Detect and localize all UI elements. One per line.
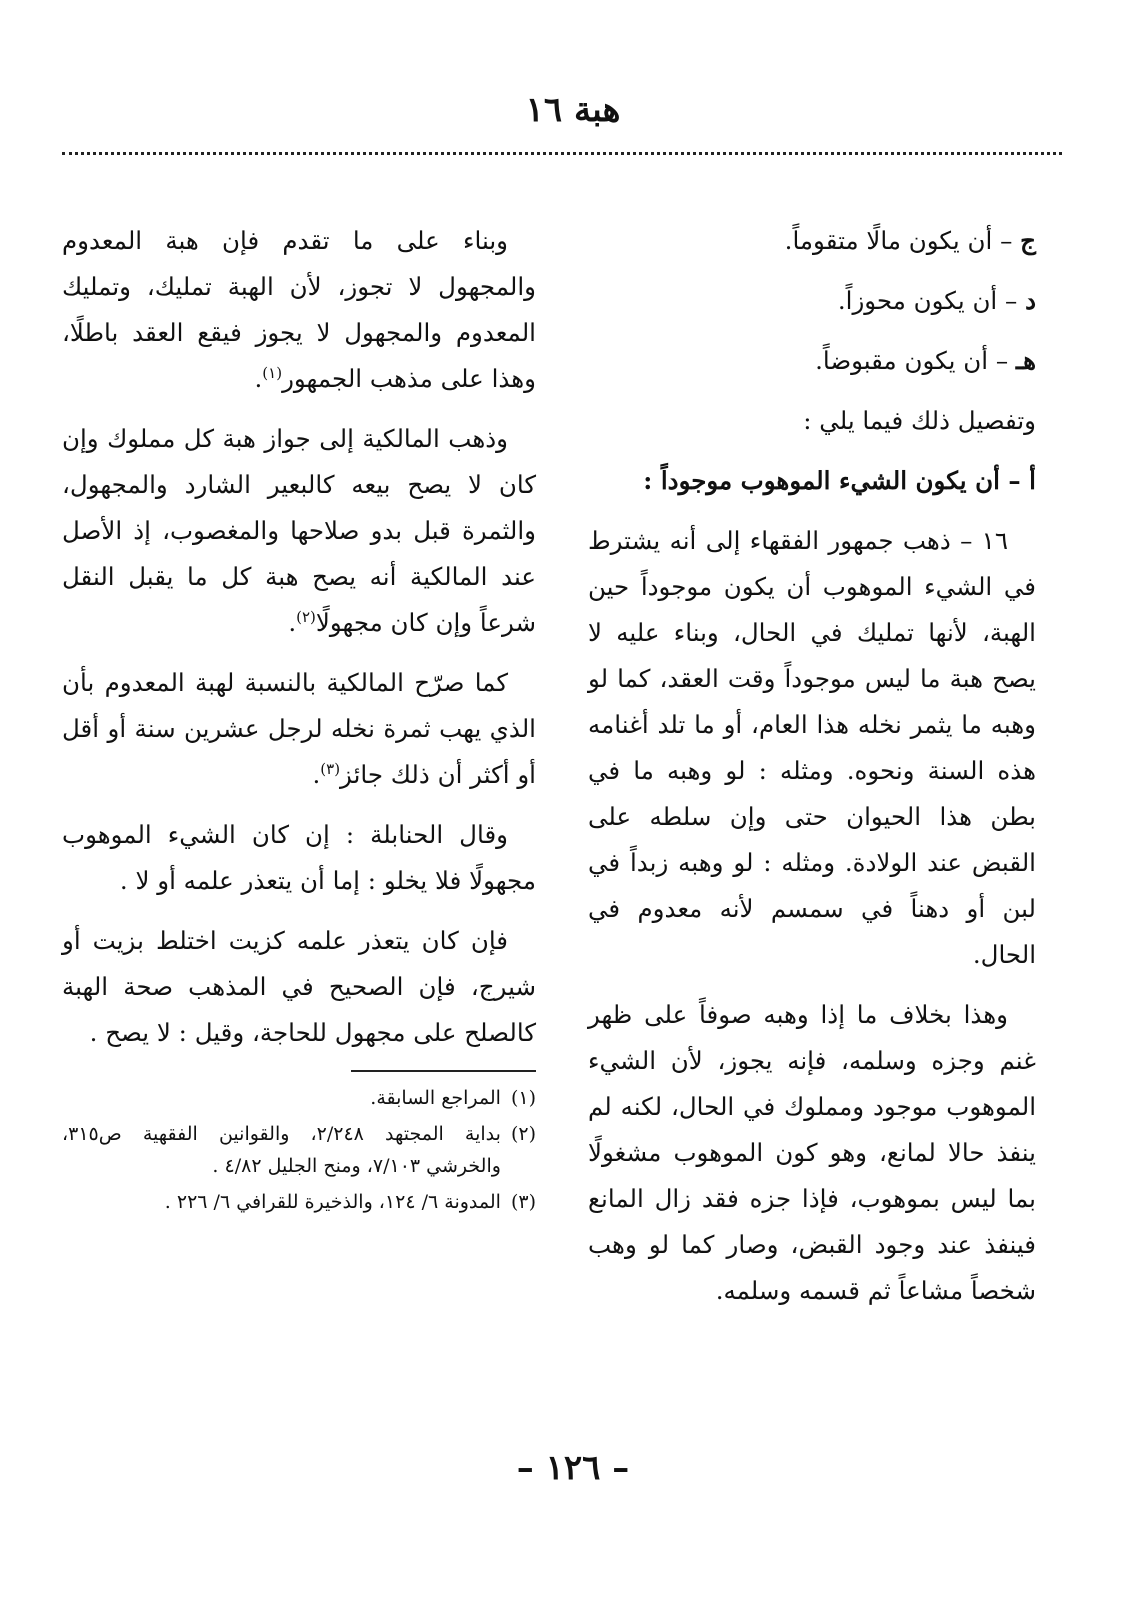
- footnote-number: (٢): [510, 1123, 536, 1145]
- right-column: [588, 218, 1036, 1328]
- condition-mark: د: [1025, 286, 1036, 315]
- page-number: – ١٢٦ –: [516, 1448, 630, 1488]
- paragraph-end: .: [312, 760, 321, 789]
- footnotes: [62, 1082, 536, 1218]
- page-header-title: هبة ١٦: [525, 90, 621, 130]
- footnote-2: [62, 1118, 536, 1182]
- paragraph-end: .: [254, 364, 263, 393]
- paragraph-text: وذهب المالكية إلى جواز هبة كل مملوك وإن كان لا يصح بيعه كالبعير الشارد والمجهول، والثمرة قبل بدو صلاحها والمغصوب، إذ الأصل عند المالكية أنه يصح هبة كل ما يقبل النقل شرعاً وإن كان مجهولًا: [62, 424, 536, 637]
- footnote-text: المراجع السابقة.: [370, 1087, 501, 1109]
- condition-item-d: [588, 278, 1036, 324]
- footnote-ref: (٢): [296, 607, 316, 626]
- paragraph-16: ١٦ – ذهب جمهور الفقهاء إلى أنه يشترط في الشيء الموهوب أن يكون موجوداً حين الهبة، لأنها تمليك في الحال، وبناء عليه لا يصح هبة ما ليس موجوداً وقت العقد، كما لو وهبه ما يثمر نخله هذا العام، أو ما تلد أغنامه هذه السنة ونحوه. ومثله : لو وهبه ما في بطن هذا الحيوان حتى وإن سلطه على القبض عند الولادة. ومثله : لو وهبه زبداً في لبن أو دهناً في سمسم لأنه معدوم في الحال.: [588, 526, 1036, 969]
- left-column: [62, 218, 536, 1222]
- footnote-text: المدونة ٦/ ١٢٤، والذخيرة للقرافي ٦/ ٢٢٦ .: [164, 1191, 501, 1213]
- footnote-number: (١): [510, 1087, 536, 1109]
- footnote-3: [62, 1186, 536, 1218]
- condition-text: – أن يكون مقبوضاً.: [815, 346, 1016, 375]
- condition-mark: ج: [1020, 226, 1036, 255]
- details-intro: وتفصيل ذلك فيما يلي :: [803, 406, 1036, 435]
- section-subheading: أ – أن يكون الشيء الموهوب موجوداً :: [643, 466, 1036, 495]
- footnote-text: بداية المجتهد ٢/٢٤٨، والقوانين الفقهية ص٣١٥، والخرشي ٧/١٠٣، ومنح الجليل ٤/٨٢ .: [62, 1123, 501, 1177]
- paragraph-hanbali-detail: فإن كان يتعذر علمه كزيت اختلط بزيت أو شيرج، فإن الصحيح في المذهب صحة الهبة كالصلح على مجهول للحاجة، وقيل : لا يصح .: [62, 926, 536, 1047]
- paragraph-text: كما صرّح المالكية بالنسبة لهبة المعدوم بأن الذي يهب ثمرة نخله لرجل عشرين سنة أو أقل أو أكثر أن ذلك جائز: [62, 668, 536, 789]
- paragraph-hanbali-view: وقال الحنابلة : إن كان الشيء الموهوب مجهولًا فلا يخلو : إما أن يتعذر علمه أو لا .: [62, 820, 536, 895]
- header-dotted-rule: [62, 152, 1062, 155]
- footnote-1: [62, 1082, 536, 1114]
- footnote-ref: (١): [262, 363, 283, 382]
- paragraph-maliki-nonexistent: [62, 660, 536, 798]
- paragraph-majority-view: [62, 218, 536, 402]
- paragraph-end: .: [288, 608, 297, 637]
- condition-item-h: [588, 338, 1036, 384]
- footnote-number: (٣): [510, 1191, 536, 1213]
- paragraph-text: وبناء على ما تقدم فإن هبة المعدوم والمجهول لا تجوز، لأن الهبة تمليك، وتمليك المعدوم والمجهول لا يجوز فيقع العقد باطلًا، وهذا على مذهب الجمهور: [62, 226, 536, 393]
- condition-text: – أن يكون مالًا متقوماً.: [784, 226, 1021, 255]
- paragraph-wool-exception: وهذا بخلاف ما إذا وهبه صوفاً على ظهر غنم وجزه وسلمه، فإنه يجوز، لأن الشيء الموهوب موجود ومملوك في الحال، لكنه لم ينفذ حالا لمانع، وهو كون الموهوب مشغولًا بما ليس بموهوب، فإذا جزه فقد زال المانع فينفذ عند وجود القبض، وصار كما لو وهب شخصاً مشاعاً ثم قسمه وسلمه.: [588, 1000, 1036, 1305]
- paragraph-maliki-view: [62, 416, 536, 646]
- condition-text: – أن يكون محوزاً.: [837, 286, 1026, 315]
- condition-mark: هـ: [1015, 346, 1036, 375]
- footnote-separator: [351, 1070, 536, 1072]
- condition-item-c: [588, 218, 1036, 264]
- footnote-ref: (٣): [320, 759, 341, 778]
